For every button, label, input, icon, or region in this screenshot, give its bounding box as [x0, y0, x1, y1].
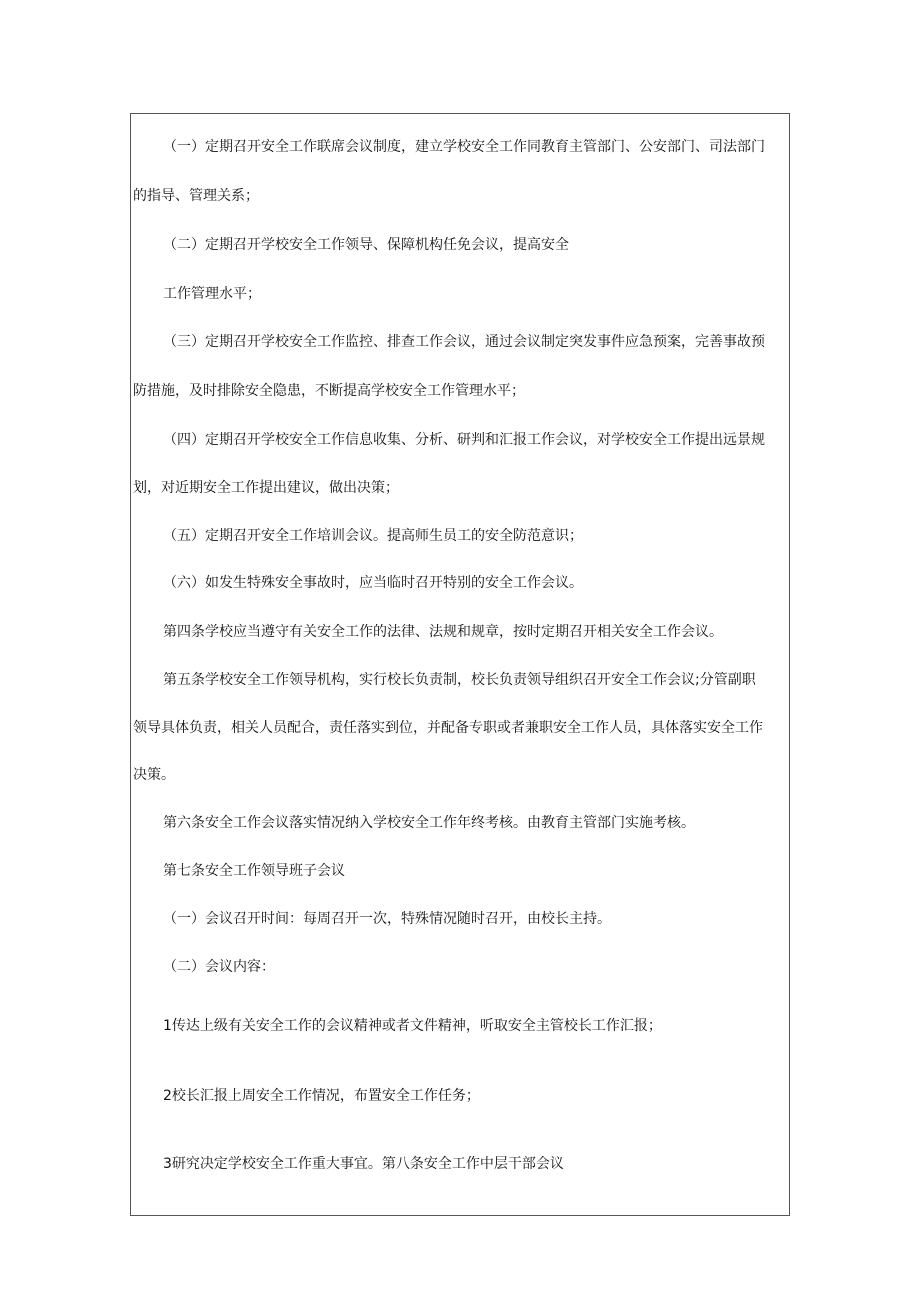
paragraph-line: （五）定期召开安全工作培训会议。提高师生员工的安全防范意识； [163, 528, 583, 544]
paragraph-line: （二）会议内容： [163, 959, 275, 975]
paragraph-line: 工作管理水平； [163, 286, 261, 302]
paragraph-line: 的指导、管理关系； [133, 188, 259, 204]
paragraph-line: （六）如发生特殊安全事故时，应当临时召开特别的安全工作会议。 [163, 575, 583, 591]
paragraph-line: 第六条安全工作会议落实情况纳入学校安全工作年终考核。由教育主管部门实施考核。 [163, 815, 695, 831]
document-page [130, 113, 790, 1216]
paragraph-line: （三）定期召开学校安全工作监控、排查工作会议，通过会议制定突发事件应急预案，完善事故预 [163, 334, 765, 350]
paragraph-line: 防措施，及时排除安全隐患，不断提高学校安全工作管理水平； [133, 383, 525, 399]
paragraph-line: 2校长汇报上周安全工作情况，布置安全工作任务； [163, 1088, 480, 1104]
paragraph-line: 第四条学校应当遵守有关安全工作的法律、法规和规章，按时定期召开相关安全工作会议。 [163, 624, 723, 640]
paragraph-line: 领导具体负责，相关人员配合，责任落实到位，并配备专职或者兼职安全工作人员，具体落实安全工作 [133, 720, 763, 736]
paragraph-line: （四）定期召开学校安全工作信息收集、分析、研判和汇报工作会议，对学校安全工作提出远景规 [163, 432, 765, 448]
paragraph-line: 划，对近期安全工作提出建议，做出决策； [133, 480, 399, 496]
paragraph-line: （一）会议召开时间：每周召开一次，特殊情况随时召开，由校长主持。 [163, 911, 611, 927]
paragraph-line: 第五条学校安全工作领导机构，实行校长负责制，校长负责领导组织召开安全工作会议;分管副职 [163, 672, 756, 688]
paragraph-line: 1传达上级有关安全工作的会议精神或者文件精神，听取安全主管校长工作汇报； [163, 1018, 662, 1034]
paragraph-line: 第七条安全工作领导班子会议 [163, 863, 345, 879]
paragraph-line: （二）定期召开学校安全工作领导、保障机构任免会议，提高安全 [163, 237, 569, 253]
paragraph-line: 3研究决定学校安全工作重大事宜。第八条安全工作中层干部会议 [163, 1156, 564, 1172]
paragraph-line: （一）定期召开安全工作联席会议制度，建立学校安全工作同教育主管部门、公安部门、司法部门 [163, 139, 765, 155]
paragraph-line: 决策。 [133, 767, 175, 783]
